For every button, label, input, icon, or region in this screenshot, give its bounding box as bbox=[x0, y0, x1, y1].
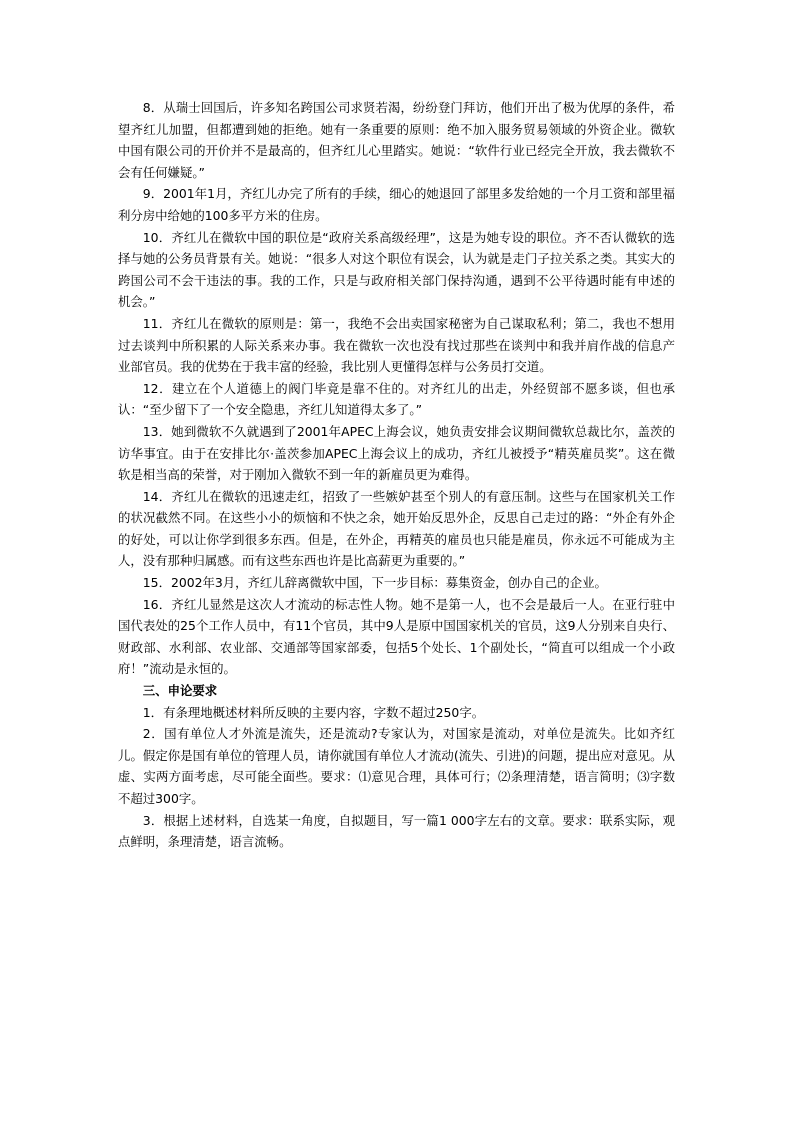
material-paragraph-13: 13．她到微软不久就遇到了2001年APEC上海会议，她负责安排会议期间微软总裁比尔，盖茨的访华事宜。由于在安排比尔·盖茨参加APEC上海会议上的成功，齐红儿被授予“精英雇员奖”。这在微软是相当高的荣誉，对于刚加入微软不到一年的新雇员更为难得。 bbox=[118, 423, 675, 483]
material-paragraph-8: 8．从瑞士回国后，许多知名跨国公司求贤若渴，纷纷登门拜访，他们开出了极为优厚的条件，希望齐红儿加盟，但都遭到她的拒绝。她有一条重要的原则：绝不加入服务贸易领域的外资企业。微软中国有限公司的开价并不是最高的，但齐红儿心里踏实。她说：“软件行业已经完全开放，我去微软不会有任何嫌疑。” bbox=[118, 100, 675, 180]
material-paragraph-10: 10．齐红儿在微软中国的职位是“政府关系高级经理”，这是为她专设的职位。齐不否认微软的选择与她的公务员背景有关。她说：“很多人对这个职位有误会，认为就是走门子拉关系之类。其实大的跨国公司不会干违法的事。我的工作，只是与政府相关部门保持沟通，遇到不公平待遇时能有申述的机会。” bbox=[118, 229, 675, 310]
material-paragraph-16: 16．齐红儿显然是这次人才流动的标志性人物。她不是第一人，也不会是最后一人。在亚行驻中国代表处的25个工作人员中，有11个官员，其中9人是原中国国家机关的官员，这9人分别来自央行、财政部、水利部、农业部、交通部等国家部委，包括5个处长、1个副处长，“简直可以组成一个小政府！”流动是永恒的。 bbox=[118, 596, 675, 677]
material-paragraph-15: 15．2002年3月，齐红儿辞离微软中国，下一步目标：募集资金，创办自己的企业。 bbox=[142, 575, 607, 591]
requirement-1: 1．有条理地概述材料所反映的主要内容，字数不超过250字。 bbox=[142, 704, 485, 720]
requirement-2: 2．国有单位人才外流是流失，还是流动?专家认为，对国家是流动，对单位是流失。比如齐红儿。假定你是国有单位的管理人员，请你就国有单位人才流动(流失、引进)的问题，提出应对意见。从虚、实两方面考虑，尽可能全面些。要求：⑴意见合理，具体可行；⑵条理清楚，语言简明；⑶字数不超过300字。 bbox=[118, 726, 675, 806]
material-paragraph-9: 9．2001年1月，齐红儿办完了所有的手续，细心的她退回了部里多发给她的一个月工资和部里福利分房中给她的100多平方米的住房。 bbox=[118, 186, 675, 223]
document-page bbox=[118, 97, 675, 853]
material-paragraph-12: 12．建立在个人道德上的阀门毕竟是靠不住的。对齐红儿的出走，外经贸部不愿多谈，但也承认：“至少留下了一个安全隐患，齐红儿知道得太多了。” bbox=[118, 380, 675, 418]
material-paragraph-11: 11．齐红儿在微软的原则是：第一，我绝不会出卖国家秘密为自己谋取私利；第二，我也不想用过去谈判中所积累的人际关系来办事。我在微软一次也没有找过那些在谈判中和我并肩作战的信息产业部官员。我的优势在于我丰富的经验，我比别人更懂得怎样与公务员打交道。 bbox=[118, 315, 675, 375]
section-heading: 三、申论要求 bbox=[142, 683, 218, 699]
requirement-3: 3．根据上述材料，自选某一角度，自拟题目，写一篇1 000字左右的文章。要求：联系实际，观点鲜明，条理清楚，语言流畅。 bbox=[118, 812, 675, 850]
material-paragraph-14: 14．齐红儿在微软的迅速走红，招致了一些嫉妒甚至个别人的有意压制。这些与在国家机关工作的状况截然不同。在这些小小的烦恼和不快之余，她开始反思外企，反思自己走过的路：“外企有外企的好处，可以让你学到很多东西。但是，在外企，再精英的雇员也只能是雇员，你永远不可能成为主人，没有那种归属感。而有这些东西也许是比高薪更为重要的。” bbox=[118, 488, 675, 569]
